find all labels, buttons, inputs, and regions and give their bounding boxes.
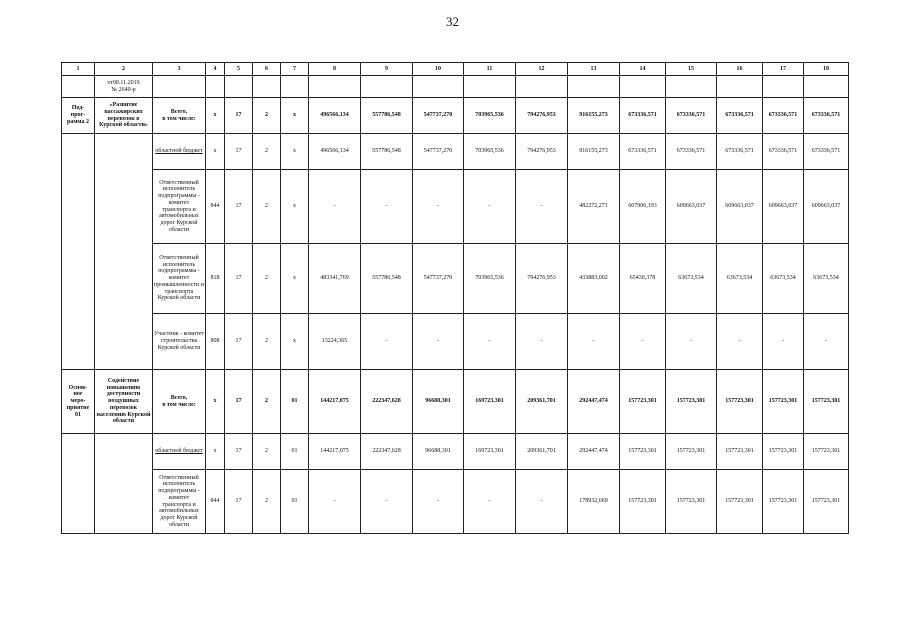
value-cell: - [666,314,717,370]
value-cell: 673336,571 [763,134,804,170]
program-number-cell: 17 [225,134,253,170]
value-cell: 609663,037 [717,170,763,244]
value-cell: 96688,301 [413,370,464,434]
value-cell: 157723,301 [804,370,849,434]
value-cell: 547737,270 [413,98,464,134]
value-cell: 157723,301 [666,434,717,470]
value-cell: 157723,301 [620,470,666,534]
value-cell: 157723,301 [620,434,666,470]
table-cell [717,76,763,98]
value-cell: 673336,571 [717,134,763,170]
table-cell [62,76,95,98]
measure-number-cell: 01 [281,434,309,470]
value-cell: 157723,301 [666,470,717,534]
decree-number: № 2640-р [111,86,136,93]
value-cell: 916155,273 [568,134,620,170]
value-cell: 609663,037 [666,170,717,244]
table-row [62,470,849,534]
value-cell: - [464,314,516,370]
table-cell [763,76,804,98]
value-cell: - [361,170,413,244]
measure-number-cell: х [281,244,309,314]
program-name-cell: «Развитие пассажирских перевозок в Курской области» [95,98,153,134]
value-cell: 222347,628 [361,434,413,470]
measure-number-cell: х [281,98,309,134]
value-cell: 96688,301 [413,434,464,470]
value-cell: 607906,193 [620,170,666,244]
page-number: 32 [446,14,459,29]
value-cell: 547737,270 [413,244,464,314]
table-cell [62,434,95,534]
value-cell: 496566,134 [309,134,361,170]
decree-cell [95,76,153,98]
column-number: 4 [206,63,225,76]
value-cell: 609663,037 [804,170,849,244]
ministry-code-cell: х [206,98,225,134]
table-cell [153,76,206,98]
value-cell: 169723,301 [464,370,516,434]
value-cell: 63673,534 [717,244,763,314]
value-cell: 673336,571 [620,98,666,134]
value-cell: - [516,170,568,244]
value-cell: 157723,301 [804,434,849,470]
program-number-cell: 17 [225,434,253,470]
program-code-cell: Основ- ное меро- приятие 01 [62,370,95,434]
ministry-code-cell: 844 [206,470,225,534]
measure-number-cell: х [281,314,309,370]
value-cell: 157723,301 [620,370,666,434]
subprogram-number-cell: 2 [253,434,281,470]
column-number: 18 [804,63,849,76]
column-number: 16 [717,63,763,76]
table-cell [361,76,413,98]
value-cell: - [763,314,804,370]
value-cell: 63673,534 [666,244,717,314]
value-cell: 157723,301 [763,470,804,534]
measure-number-cell: х [281,134,309,170]
value-cell: 433883,002 [568,244,620,314]
table-cell [464,76,516,98]
column-number: 17 [763,63,804,76]
value-cell: 547737,270 [413,134,464,170]
table-cell [95,134,153,370]
value-cell: 916155,273 [568,98,620,134]
value-cell: 794276,953 [516,244,568,314]
column-number: 3 [153,63,206,76]
program-name-cell: Содействие повышению доступности воздушных перевозок населению Курской области [95,370,153,434]
value-cell: - [413,170,464,244]
source-cell: Ответственный исполнитель подпрограммы - комитет транспорта и автомобильных дорог Курской области [153,170,206,244]
value-cell: 673336,571 [804,134,849,170]
column-number: 9 [361,63,413,76]
program-number-cell: 17 [225,314,253,370]
table-cell [804,76,849,98]
program-number-cell: 17 [225,98,253,134]
program-code-cell: Под- прог- рамма 2 [62,98,95,134]
value-cell: 673336,571 [763,98,804,134]
value-cell: 157723,301 [763,434,804,470]
value-cell: 673336,571 [804,98,849,134]
subprogram-number-cell: 2 [253,314,281,370]
value-cell: 157723,301 [717,434,763,470]
ministry-code-cell: 818 [206,244,225,314]
value-cell: - [804,314,849,370]
value-cell: 63673,534 [804,244,849,314]
table-cell [206,76,225,98]
value-cell: - [568,314,620,370]
column-number: 5 [225,63,253,76]
value-cell: 65430,378 [620,244,666,314]
column-number: 15 [666,63,717,76]
column-number: 7 [281,63,309,76]
program-number-cell: 17 [225,470,253,534]
source-cell: Участник - комитет строительства Курской области [153,314,206,370]
value-cell: 222347,628 [361,370,413,434]
value-cell: 703965,536 [464,134,516,170]
value-cell: 178932,669 [568,470,620,534]
column-number: 12 [516,63,568,76]
value-cell: 673336,571 [666,98,717,134]
value-cell: 169723,301 [464,434,516,470]
table-row [62,98,849,134]
value-cell: 557786,548 [361,244,413,314]
table-cell [413,76,464,98]
value-cell: - [516,314,568,370]
value-cell: 482272,271 [568,170,620,244]
value-cell: 673336,571 [717,98,763,134]
measure-number-cell: х [281,170,309,244]
program-number-cell: 17 [225,244,253,314]
value-cell: 13224,365 [309,314,361,370]
column-number: 2 [95,63,153,76]
value-cell: 157723,301 [804,470,849,534]
source-label: областной бюджет [155,148,203,155]
source-label: областной бюджет [155,448,203,455]
value-cell: 673336,571 [666,134,717,170]
value-cell: 794276,953 [516,134,568,170]
value-cell: 157723,301 [717,470,763,534]
value-cell: 157723,301 [717,370,763,434]
value-cell: 496566,134 [309,98,361,134]
program-number-cell: 17 [225,370,253,434]
column-number: 14 [620,63,666,76]
value-cell: 144217,075 [309,434,361,470]
column-number: 8 [309,63,361,76]
value-cell: 63673,534 [763,244,804,314]
value-cell: - [361,470,413,534]
value-cell: 292447,474 [568,434,620,470]
table-cell [666,76,717,98]
source-cell [153,134,206,170]
ministry-code-cell: х [206,370,225,434]
table-row [62,170,849,244]
table-body [62,63,849,534]
ministry-code-cell: 808 [206,314,225,370]
column-number-row [62,63,849,76]
table-row [62,370,849,434]
table-cell [62,134,95,370]
subprogram-number-cell: 2 [253,170,281,244]
table-cell [309,76,361,98]
ministry-code-cell: х [206,434,225,470]
value-cell: 703965,536 [464,98,516,134]
column-number: 1 [62,63,95,76]
value-cell: - [516,470,568,534]
ministry-code-cell: х [206,134,225,170]
value-cell: - [464,170,516,244]
value-cell: 794276,953 [516,98,568,134]
column-number: 10 [413,63,464,76]
table-cell [253,76,281,98]
source-cell: Всего, в том числе: [153,370,206,434]
source-cell: Ответственный исполнитель подпрограммы - комитет промышленности и транспорта Курской области [153,244,206,314]
table-row [62,134,849,170]
measure-number-cell: 01 [281,470,309,534]
source-cell: Всего, в том числе: [153,98,206,134]
value-cell: - [413,470,464,534]
decree-row [62,76,849,98]
value-cell: 703965,536 [464,244,516,314]
value-cell: - [464,470,516,534]
value-cell: 609663,037 [763,170,804,244]
table-row [62,314,849,370]
source-cell: Ответственный исполнитель подпрограммы - комитет транспорта и автомобильных дорог Курской области [153,470,206,534]
value-cell: - [309,470,361,534]
table-row [62,434,849,470]
value-cell: - [413,314,464,370]
decree-date: от08.11.2019 [107,79,140,86]
value-cell: - [309,170,361,244]
table-cell [225,76,253,98]
table-cell [516,76,568,98]
subprogram-number-cell: 2 [253,98,281,134]
table-row [62,244,849,314]
value-cell: 557786,548 [361,98,413,134]
table-cell [568,76,620,98]
value-cell: - [620,314,666,370]
value-cell: 144217,075 [309,370,361,434]
value-cell: 557786,548 [361,134,413,170]
source-cell [153,434,206,470]
column-number: 6 [253,63,281,76]
table-cell [281,76,309,98]
value-cell: 483341,769 [309,244,361,314]
value-cell: - [717,314,763,370]
value-cell: 209361,701 [516,370,568,434]
ministry-code-cell: 844 [206,170,225,244]
subprogram-number-cell: 2 [253,470,281,534]
subprogram-number-cell: 2 [253,134,281,170]
value-cell: 157723,301 [763,370,804,434]
value-cell: 673336,571 [620,134,666,170]
value-cell: 292447,474 [568,370,620,434]
program-number-cell: 17 [225,170,253,244]
value-cell: 157723,301 [666,370,717,434]
budget-table [61,62,849,534]
subprogram-number-cell: 2 [253,370,281,434]
value-cell: 209361,701 [516,434,568,470]
column-number: 13 [568,63,620,76]
value-cell: - [361,314,413,370]
table-cell [95,434,153,534]
table-cell [620,76,666,98]
subprogram-number-cell: 2 [253,244,281,314]
column-number: 11 [464,63,516,76]
measure-number-cell: 01 [281,370,309,434]
